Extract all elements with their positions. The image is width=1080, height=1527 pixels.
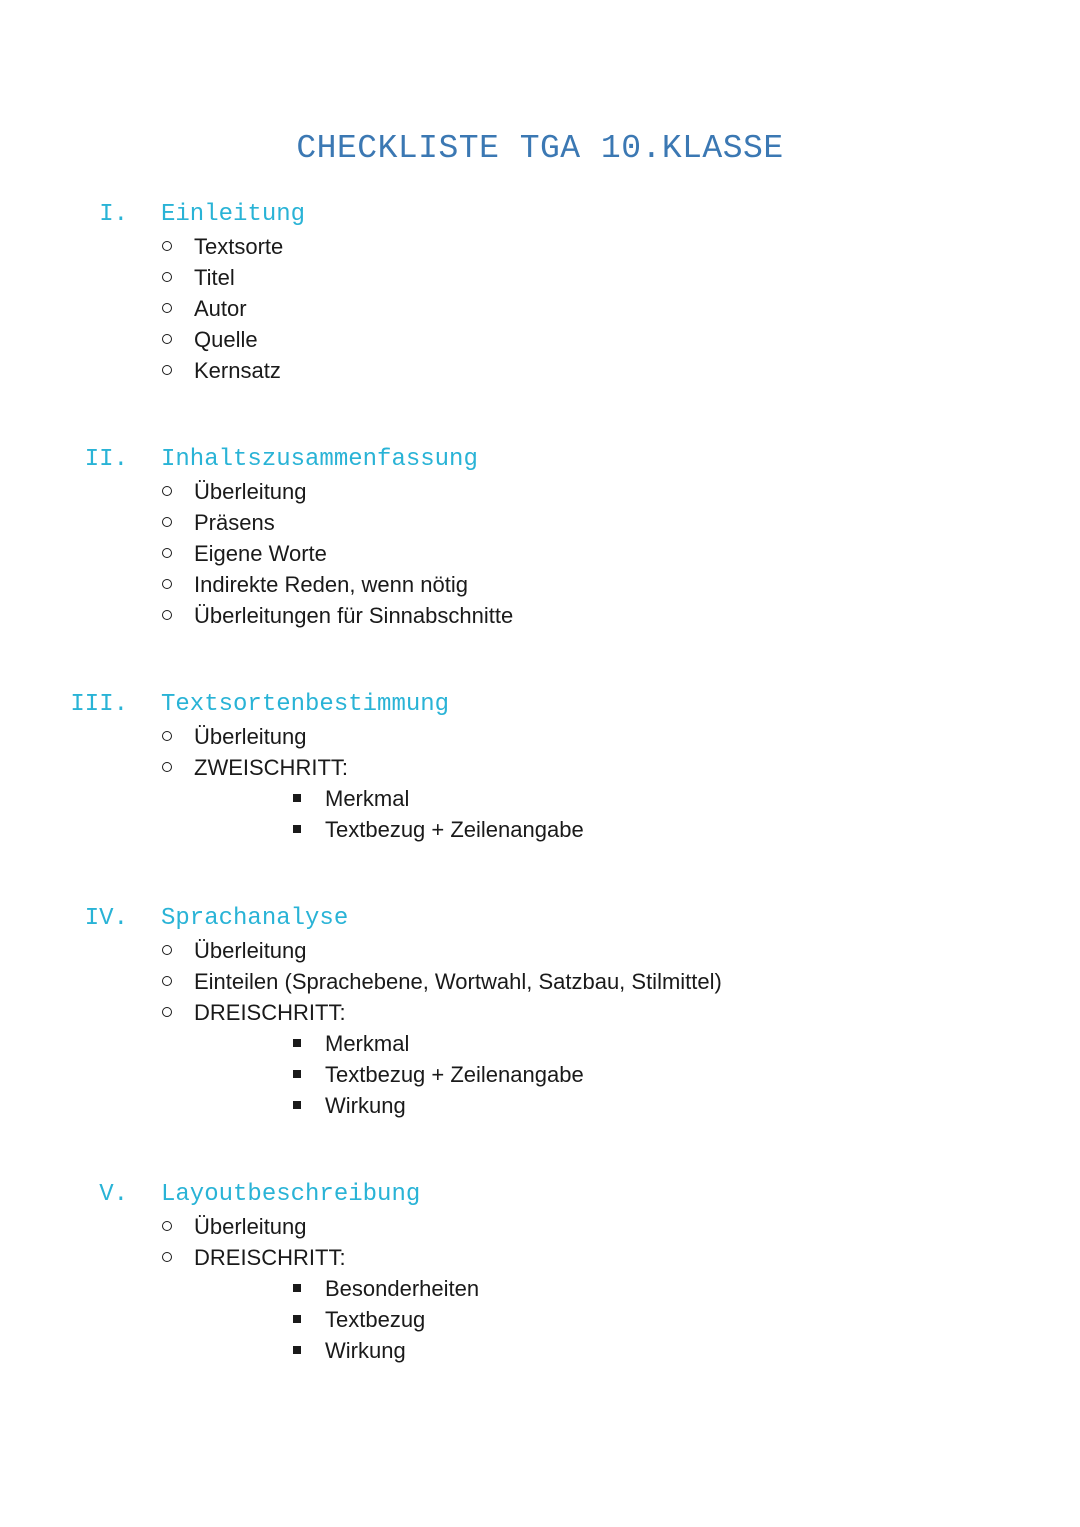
circle-bullet-icon [162,241,172,251]
circle-bullet-icon [162,272,172,282]
circle-bullet-icon [162,762,172,772]
circle-bullet-icon [162,334,172,344]
section-heading: Sprachanalyse [161,905,349,932]
square-bullet-icon [293,1284,301,1292]
list-item: Einteilen (Sprachebene, Wortwahl, Satzbau, Stilmittel) [0,966,1080,997]
square-bullet-icon [293,1101,301,1109]
circle-bullet-icon [162,610,172,620]
sub-list-item: Textbezug + Zeilenangabe [0,814,1080,845]
circle-bullet-icon [162,548,172,558]
sub-list-item: Textbezug + Zeilenangabe [0,1059,1080,1090]
square-bullet-icon [293,1039,301,1047]
circle-bullet-icon [162,486,172,496]
section-heading: Einleitung [161,201,306,228]
list-item: Überleitung [0,935,1080,966]
list-item: Quelle [0,324,1080,355]
circle-bullet-icon [162,303,172,313]
sub-list-item: Wirkung [0,1090,1080,1121]
section-heading: Inhaltszusammenfassung [161,446,478,473]
sub-list-item: Merkmal [0,1028,1080,1059]
sub-list-item: Merkmal [0,783,1080,814]
section-numeral: IV. [84,905,128,932]
page-title: CHECKLISTE TGA 10.KLASSE [296,130,784,167]
circle-bullet-icon [162,1252,172,1262]
circle-bullet-icon [162,1221,172,1231]
list-item: Überleitung [0,476,1080,507]
list-item: Titel [0,262,1080,293]
list-item: Kernsatz [0,355,1080,386]
list-item: Autor [0,293,1080,324]
section-heading: Textsortenbestimmung [161,691,450,718]
section-numeral: V. [99,1181,128,1208]
section-numeral: III. [70,691,128,718]
circle-bullet-icon [162,945,172,955]
sub-list-item: Wirkung [0,1335,1080,1366]
list-item: Textsorte [0,231,1080,262]
square-bullet-icon [293,1070,301,1078]
list-item: Überleitung [0,721,1080,752]
section-heading: Layoutbeschreibung [161,1181,421,1208]
list-item: Eigene Worte [0,538,1080,569]
section-numeral: I. [99,201,128,228]
list-item: DREISCHRITT: [0,997,1080,1028]
list-item: Überleitungen für Sinnabschnitte [0,600,1080,631]
square-bullet-icon [293,1315,301,1323]
circle-bullet-icon [162,517,172,527]
sub-list-item: Textbezug [0,1304,1080,1335]
circle-bullet-icon [162,731,172,741]
square-bullet-icon [293,825,301,833]
list-item: Präsens [0,507,1080,538]
square-bullet-icon [293,1346,301,1354]
square-bullet-icon [293,794,301,802]
circle-bullet-icon [162,365,172,375]
circle-bullet-icon [162,976,172,986]
list-item: ZWEISCHRITT: [0,752,1080,783]
circle-bullet-icon [162,1007,172,1017]
list-item: DREISCHRITT: [0,1242,1080,1273]
sub-list-item: Besonderheiten [0,1273,1080,1304]
list-item: Indirekte Reden, wenn nötig [0,569,1080,600]
list-item: Überleitung [0,1211,1080,1242]
section-numeral: II. [84,446,128,473]
circle-bullet-icon [162,579,172,589]
